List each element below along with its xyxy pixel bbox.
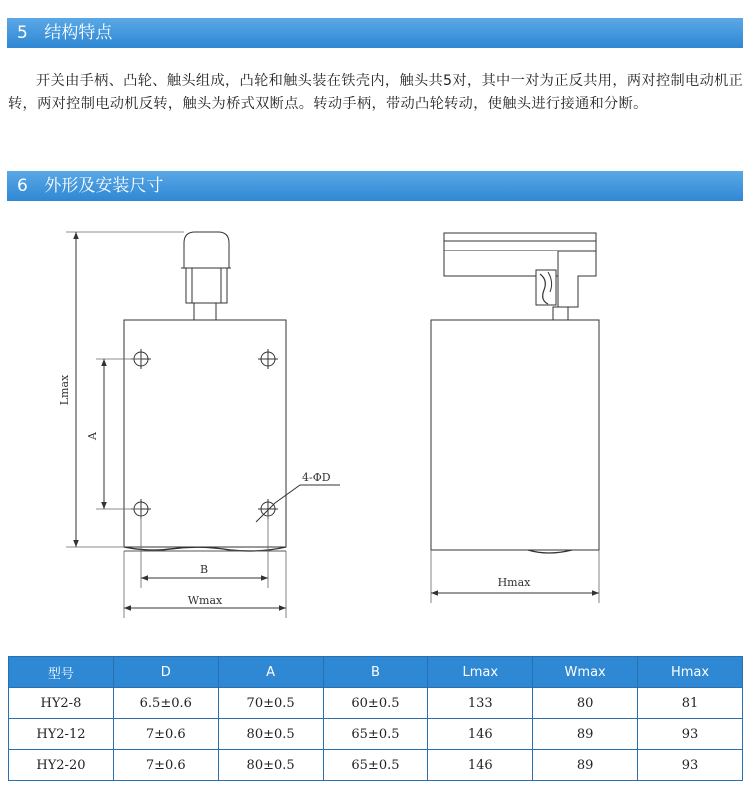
cell-a: 80±0.5 (218, 719, 323, 750)
cell-wmax: 89 (533, 719, 638, 750)
cell-model: HY2-12 (9, 719, 114, 750)
col-header-model: 型号 (9, 657, 114, 688)
cell-hmax: 93 (638, 719, 743, 750)
cell-hmax: 93 (638, 750, 743, 781)
section-header-dimensions (7, 171, 743, 201)
section-number: 5 (17, 23, 28, 43)
table-header-row (9, 657, 743, 688)
lmax-label: Lmax (58, 374, 71, 406)
col-header-wmax: Wmax (533, 657, 638, 688)
hmax-label: Hmax (497, 576, 531, 589)
a-label: A (86, 432, 99, 440)
shaft (553, 307, 568, 320)
col-header-b: B (323, 657, 428, 688)
side-view (431, 233, 599, 603)
col-header-a: A (218, 657, 323, 688)
section-header-structure (7, 18, 743, 48)
cell-d: 7±0.6 (113, 719, 218, 750)
cell-b: 65±0.5 (323, 719, 428, 750)
table-row (9, 719, 743, 750)
shaft (194, 303, 216, 320)
spec-table (8, 656, 743, 781)
cell-b: 65±0.5 (323, 750, 428, 781)
cell-a: 80±0.5 (218, 750, 323, 781)
cell-wmax: 89 (533, 750, 638, 781)
section-title: 外形及安装尺寸 (44, 176, 164, 196)
structure-description: 开关由手柄、凸轮、触头组成，凸轮和触头装在铁壳内，触头共5对，其中一对为正反共用，两对控制电动机正转，两对控制电动机反转，触头为桥式双断点。转动手柄，带动凸轮转动，使触头进行接通和分断。 (8, 73, 744, 112)
col-header-lmax: Lmax (428, 657, 533, 688)
cell-wmax: 80 (533, 688, 638, 719)
switch-body-side (431, 320, 599, 550)
handle-side (558, 251, 596, 307)
front-view (66, 232, 340, 618)
cell-model: HY2-8 (9, 688, 114, 719)
cell-hmax: 81 (638, 688, 743, 719)
cell-lmax: 133 (428, 688, 533, 719)
cell-d: 7±0.6 (113, 750, 218, 781)
col-header-d: D (113, 657, 218, 688)
col-header-hmax: Hmax (638, 657, 743, 688)
dimension-drawing (0, 210, 750, 630)
handle-top (444, 233, 596, 241)
wmax-label: Wmax (187, 594, 223, 607)
b-label: B (199, 563, 209, 576)
cell-b: 60±0.5 (323, 688, 428, 719)
table-row (9, 688, 743, 719)
cell-model: HY2-20 (9, 750, 114, 781)
table-row (9, 750, 743, 781)
cell-lmax: 146 (428, 719, 533, 750)
cell-a: 70±0.5 (218, 688, 323, 719)
hole-label: 4-ΦD (302, 471, 331, 484)
section-title: 结构特点 (44, 23, 113, 43)
section-number: 6 (17, 176, 28, 196)
handle-knob (184, 232, 229, 268)
cell-d: 6.5±0.6 (113, 688, 218, 719)
cell-lmax: 146 (428, 750, 533, 781)
